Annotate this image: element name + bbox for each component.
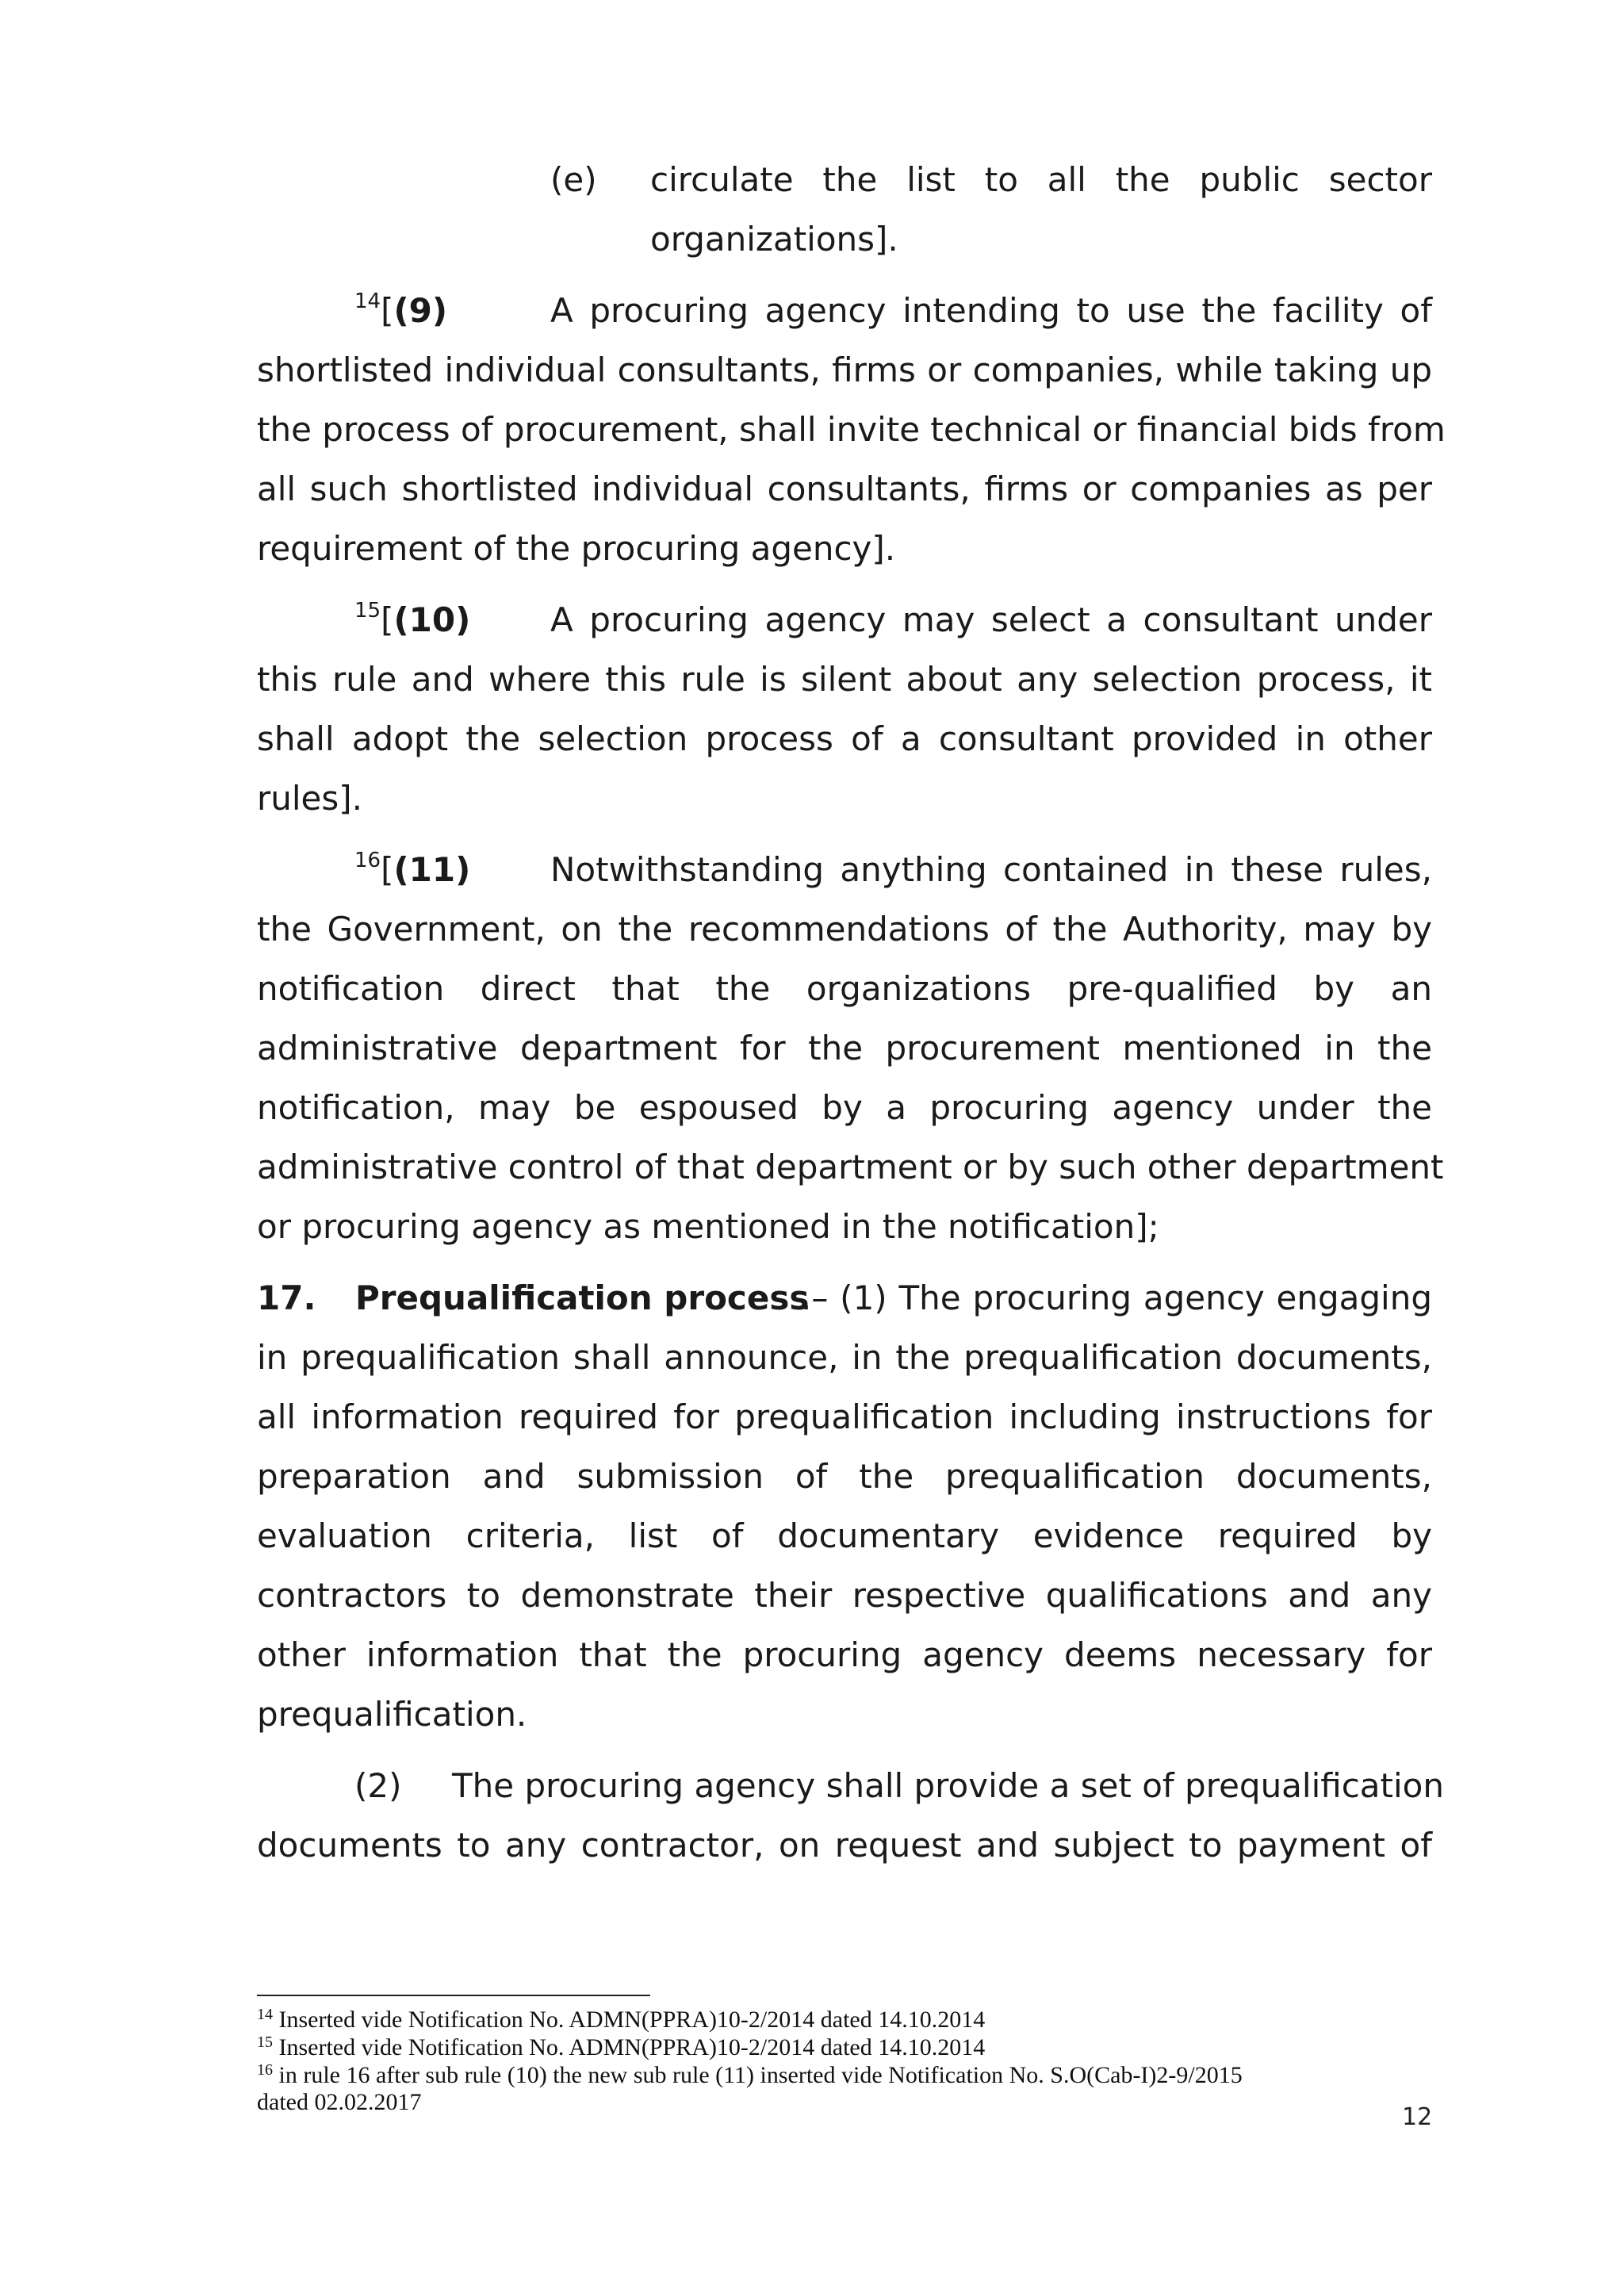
para-11-line-3: notification direct that the organizations pre-qualified by an [257,969,1432,1008]
rule-17-line-6: contractors to demonstrate their respective qualifications and any [257,1576,1432,1615]
rule-17-line-8: prequalification. [257,1695,527,1734]
para-10-line-1: A procuring agency may select a consultant under [550,600,1432,639]
para-9-line-4: all such shortlisted individual consultants, firms or companies as per [257,470,1432,508]
page-number: 12 [1402,2103,1433,2131]
para-11-line-7: or procuring agency as mentioned in the notification]; [257,1207,1159,1246]
rule-17-line-3: all information required for prequalification including instructions for [257,1397,1432,1436]
footnote-15 [257,2034,985,2061]
footnote-16-continuation: dated 02.02.2017 [257,2089,422,2115]
para-9-line-1: A procuring agency intending to use the facility of [550,291,1432,330]
rule-17-line-1: .– (1) The procuring agency engaging [801,1278,1432,1317]
para-9-marker: $^{14}$[(9) [354,289,448,330]
para-11-line-6: administrative control of that department or by such other department [257,1148,1444,1186]
rule-17-2-line-1: The procuring agency shall provide a set of prequalification [452,1766,1444,1805]
para-9-number: (9) [393,291,448,330]
para-10-number: (10) [393,600,471,639]
rule-17-2-line-2: documents to any contractor, on request and subject to payment of [257,1826,1432,1865]
rule-17-line-5: evaluation criteria, list of documentary evidence required by [257,1516,1432,1555]
para-11-line-5: notification, may be espoused by a procuring agency under the [257,1088,1432,1127]
rule-17-heading: Prequalification process [355,1278,810,1317]
para-11-number: (11) [393,850,471,889]
footnote-ref-15: 15 [354,599,381,623]
footnote-15-text: Inserted vide Notification No. ADMN(PPRA)10-2/2014 dated 14.10.2014 [278,2034,986,2060]
para-11-marker: $^{16}$[(11) [354,849,471,889]
footnote-16 [257,2062,1243,2089]
footnote-14-number: 14 [257,2006,273,2023]
item-e-line-2: organizations]. [650,220,898,259]
footnote-14 [257,2007,985,2033]
footnote-16-text: in rule 16 after sub rule (10) the new sub rule (11) inserted vide Notification No. S.O(Cab-I)2-9/2015 [278,2062,1243,2088]
para-9-line-2: shortlisted individual consultants, firms or companies, while taking up [257,351,1432,389]
para-10-line-3: shall adopt the selection process of a consultant provided in other [257,719,1432,758]
rule-17-line-4: preparation and submission of the prequalification documents, [257,1457,1432,1496]
rule-17-2-marker: (2) [354,1766,402,1805]
footnote-14-text: Inserted vide Notification No. ADMN(PPRA)10-2/2014 dated 14.10.2014 [278,2007,986,2033]
footnote-separator [257,1995,650,1996]
para-10-line-2: this rule and where this rule is silent about any selection process, it [257,660,1432,699]
para-10-marker: $^{15}$[(10) [354,599,471,639]
footnote-16-number: 16 [257,2061,273,2079]
para-11-line-2: the Government, on the recommendations of the Authority, may by [257,910,1432,949]
rule-17-line-2: in prequalification shall announce, in the prequalification documents, [257,1338,1432,1377]
footnote-ref-16: 16 [354,849,381,872]
para-9-line-3: the process of procurement, shall invite technical or financial bids from [257,410,1446,449]
para-10-line-4: rules]. [257,779,363,818]
list-marker-e: (e) [550,160,597,199]
para-9-line-5: requirement of the procuring agency]. [257,529,896,568]
para-11-line-1: Notwithstanding anything contained in these rules, [550,850,1432,889]
footnote-15-number: 15 [257,2033,273,2051]
rule-17-line-7: other information that the procuring agency deems necessary for [257,1635,1432,1674]
rule-17-number: 17. [257,1278,316,1317]
footnote-ref-14: 14 [354,289,381,313]
item-e-line-1: circulate the list to all the public sector [650,160,1432,199]
para-11-line-4: administrative department for the procurement mentioned in the [257,1029,1432,1068]
